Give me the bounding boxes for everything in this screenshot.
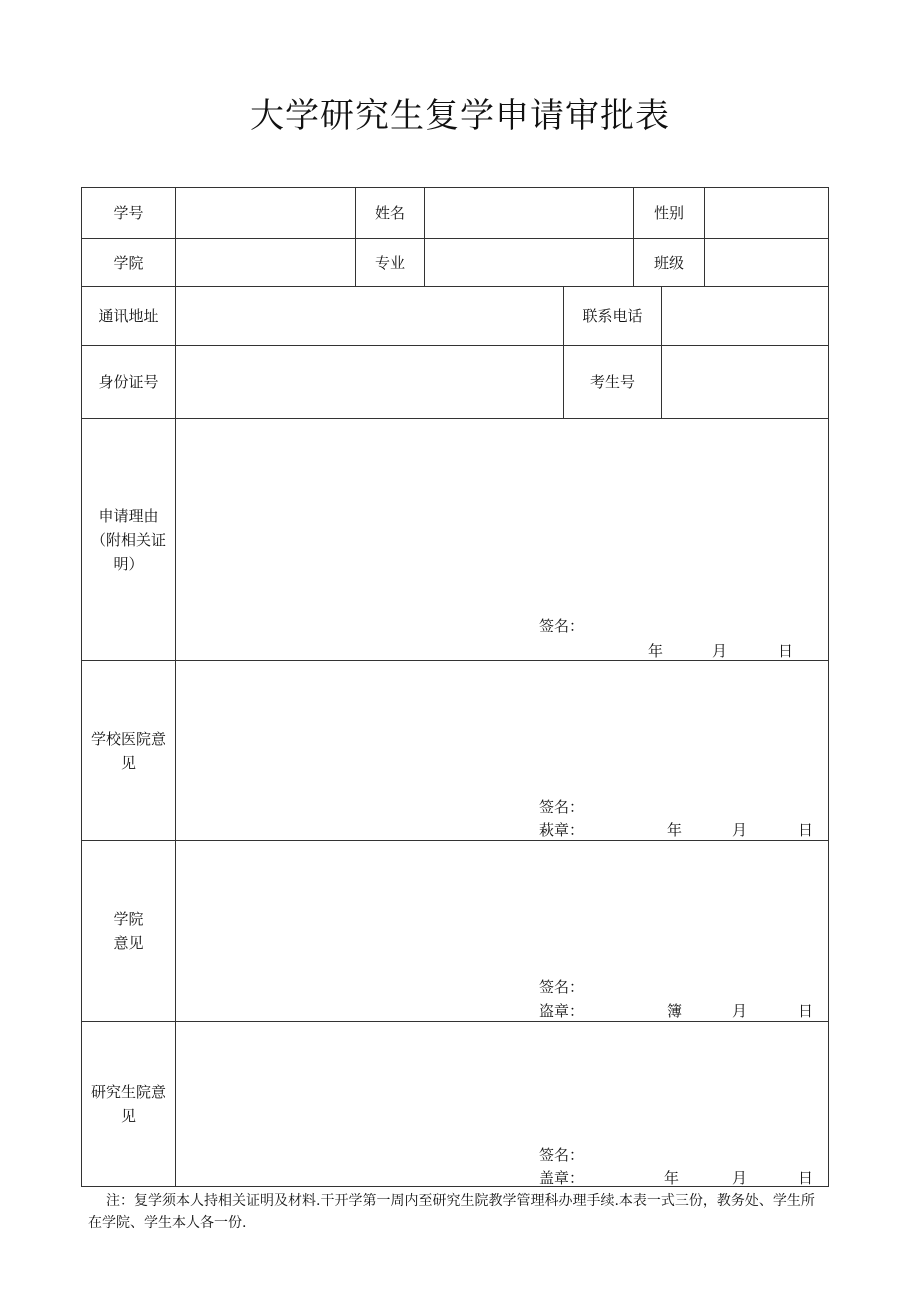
hospital-opinion-label (82, 661, 175, 840)
exam-no-label: 考生号 (589, 373, 635, 391)
graduate-month-label: 月 (732, 1169, 748, 1187)
hospital-opinion-area[interactable] (176, 661, 828, 840)
college-month-label: 月 (732, 1002, 748, 1020)
college-sign-label: 签名： (539, 978, 585, 996)
college-seal-label: 盗章： (539, 1002, 585, 1020)
id-card-label: 身份证号 (98, 373, 159, 391)
hospital-label-line: 见 (120, 753, 136, 772)
gender-field[interactable] (705, 188, 828, 238)
name-field[interactable] (425, 188, 633, 238)
class-label: 班级 (653, 253, 684, 272)
college-opinion-area[interactable] (176, 841, 828, 1021)
reason-year-label: 年 (648, 642, 664, 660)
hospital-month-label: 月 (732, 821, 748, 839)
graduate-label-line: 见 (120, 1107, 136, 1125)
phone-label: 联系电话 (582, 307, 643, 325)
college-field[interactable] (176, 239, 355, 286)
college-label: 学院 (113, 253, 144, 272)
reason-content-area[interactable] (176, 419, 828, 660)
phone-field[interactable] (662, 287, 828, 345)
hospital-sign-label: 签名： (539, 798, 585, 816)
graduate-day-label: 日 (798, 1169, 814, 1187)
name-label: 姓名 (374, 204, 405, 222)
reason-label (82, 419, 175, 660)
student-id-field[interactable] (176, 188, 355, 238)
college-opinion-label-line: 意见 (113, 934, 144, 952)
major-label: 专业 (374, 253, 405, 272)
footnote: 注：复学须本人持相关证明及材料.干开学第一周内至研究生院教学管理科办理手续.本表一式三份，教务处、学生所在学院、学生本人各一份. (88, 1193, 815, 1231)
page-title: 大学研究生复学申请审批表 (250, 96, 670, 136)
college-day-label: 日 (798, 1002, 814, 1020)
address-label: 通讯地址 (98, 307, 159, 325)
class-field[interactable] (705, 239, 828, 286)
hospital-seal-label: 萩章： (539, 821, 585, 839)
gender-label: 性别 (653, 204, 684, 222)
reason-label-line: 申请理由 (98, 506, 159, 525)
reason-label-line: 明） (113, 554, 144, 573)
college-opinion-label (82, 841, 175, 1021)
exam-no-field[interactable] (662, 346, 828, 418)
address-field[interactable] (176, 287, 563, 345)
reason-label-line: （附相关证 (90, 530, 166, 549)
hospital-year-label: 年 (667, 821, 683, 839)
reason-sign-label: 签名： (539, 617, 585, 635)
hospital-day-label: 日 (798, 821, 814, 839)
college-opinion-label-line: 学院 (113, 910, 144, 928)
graduate-opinion-label (82, 1022, 175, 1186)
graduate-sign-label: 签名： (539, 1146, 585, 1164)
graduate-opinion-area[interactable] (176, 1022, 828, 1186)
id-card-field[interactable] (176, 346, 563, 418)
graduate-seal-label: 盖章： (539, 1169, 585, 1187)
hospital-label-line: 学校医院意 (90, 729, 166, 748)
application-form (81, 187, 829, 1187)
major-field[interactable] (425, 239, 633, 286)
graduate-label-line: 研究生院意 (90, 1083, 166, 1101)
student-id-label: 学号 (113, 204, 144, 222)
reason-month-label: 月 (712, 642, 728, 660)
reason-day-label: 日 (778, 642, 794, 660)
college-year-label: 簿 (667, 1002, 683, 1020)
graduate-year-label: 年 (664, 1169, 680, 1187)
